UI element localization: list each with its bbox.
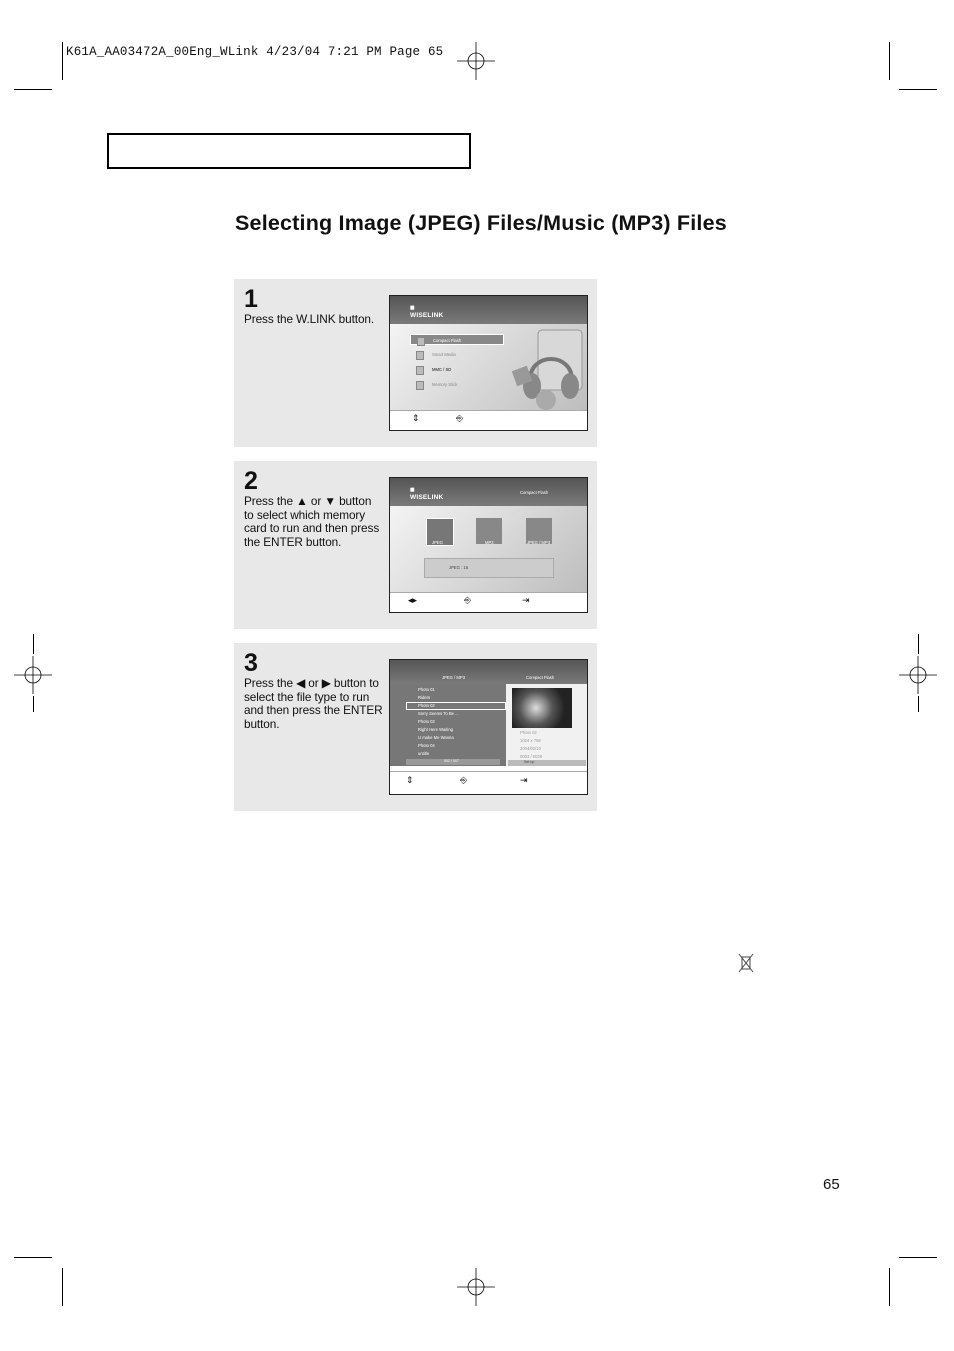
crop-mark [14, 89, 52, 90]
crop-mark [889, 42, 890, 80]
step-panel-3 [234, 643, 597, 811]
type-label: JPEG / MP3 [527, 540, 551, 545]
screen-header [390, 478, 587, 506]
screen-footer [390, 410, 587, 430]
crop-mark [33, 634, 34, 654]
memory-card-icon [417, 337, 425, 346]
step-instruction: Press the ◀ or ▶ button to select the file type to run and then press the ENTER button. [244, 676, 383, 732]
crop-mark [918, 696, 919, 712]
step-instruction: Press the W.LINK button. [244, 312, 375, 326]
memory-card-icon [416, 381, 424, 390]
info-count: JPEG : 16 [449, 565, 469, 570]
crop-mark [889, 1268, 890, 1306]
file-item[interactable]: Riders [418, 695, 431, 700]
screen-body [390, 324, 587, 412]
screen-header [390, 296, 587, 324]
mode-label: JPEG / MP3 [442, 675, 466, 680]
info-bar [424, 558, 554, 578]
enter-icon: ⎆ [456, 413, 464, 423]
crop-mark [899, 89, 937, 90]
crossed-bin-icon [738, 953, 754, 973]
crop-mark [33, 696, 34, 712]
file-list [390, 684, 506, 766]
screen-body [390, 506, 587, 594]
memory-card-icon [416, 366, 424, 375]
chapter-header-box [107, 133, 471, 169]
file-item[interactable]: U make Me Wanna [418, 735, 454, 740]
memory-card-icon [416, 351, 424, 360]
detail-date: 2004/02/10 [520, 746, 541, 751]
file-item-selected[interactable]: Photo 02 [418, 703, 435, 708]
location-label: Compact Flash [520, 490, 549, 495]
registration-mark-icon [899, 656, 937, 694]
menu-item-mmc-sd[interactable]: MMC / SD [410, 364, 504, 375]
enter-icon: ⎆ [460, 775, 468, 785]
menu-item-compact-flash[interactable]: Compact Flash [410, 334, 504, 345]
setup-label: Set up [524, 760, 535, 764]
screen-footer [390, 592, 587, 612]
page-number: 65 [823, 1176, 840, 1193]
selection-frame [406, 702, 506, 710]
crop-mark [918, 634, 919, 654]
step-number: 2 [244, 467, 258, 495]
step-panel-1 [234, 279, 597, 447]
file-item[interactable]: Sorry Seems To Be ... [418, 711, 459, 716]
preview-pane [506, 684, 588, 766]
step-instruction: Press the ▲ or ▼ button to select which memory card to run and then press the ENTER button. [244, 494, 380, 550]
print-slug: K61A_AA03472A_00Eng_WLink 4/23/04 7:21 PM Page 65 [66, 45, 444, 59]
registration-mark-icon [457, 1268, 495, 1306]
up-down-arrow-icon: ⇕ [412, 413, 420, 423]
menu-item-smart-media[interactable]: Smart Media [410, 349, 504, 360]
registration-mark-icon [14, 656, 52, 694]
screen-header [390, 660, 587, 684]
page-title: Selecting Image (JPEG) Files/Music (MP3) Files [235, 211, 727, 235]
exit-icon: ⇥ [522, 595, 530, 605]
crop-mark [899, 1257, 937, 1258]
pager-label: 002 / 007 [444, 759, 459, 763]
up-down-arrow-icon: ⇕ [406, 775, 414, 785]
location-label: Compact Flash [526, 675, 555, 680]
step-panel-2 [234, 461, 597, 629]
step-number: 1 [244, 285, 258, 313]
tv-screen-file-type [389, 477, 588, 613]
type-label: MP3 [485, 540, 494, 545]
crop-mark [14, 1257, 52, 1258]
registration-mark-icon [457, 42, 495, 80]
wiselink-logo: ▮▮ WISELINK [410, 494, 443, 501]
type-label: JPEG [432, 540, 443, 545]
detail-index: 0003 / 0026 [520, 754, 543, 759]
detail-resolution: 1024 x 768 [520, 738, 541, 743]
file-item[interactable]: Photo 04 [418, 743, 435, 748]
menu-item-memory-stick[interactable]: Memory Stick [410, 379, 504, 390]
setup-bar[interactable] [508, 760, 586, 766]
crop-mark [62, 1268, 63, 1306]
exit-icon: ⇥ [520, 775, 528, 785]
enter-icon: ⎆ [464, 595, 472, 605]
screen-footer [390, 771, 587, 794]
file-item[interactable]: untitle [418, 751, 430, 756]
pager-bar [406, 759, 500, 765]
file-item[interactable]: Photo 01 [418, 687, 435, 692]
left-right-arrow-icon: ◂▸ [408, 595, 418, 605]
tv-screen-file-list [389, 659, 588, 795]
crop-mark [62, 42, 63, 80]
headphones-graphic-icon [508, 328, 588, 412]
file-item[interactable]: Right Here Waiting [418, 727, 453, 732]
detail-name: Photo 02 [520, 730, 537, 735]
photo-thumbnail [512, 688, 572, 728]
file-item[interactable]: Photo 03 [418, 719, 435, 724]
wiselink-logo: ▮▮ WISELINK [410, 312, 443, 319]
step-number: 3 [244, 649, 258, 677]
tv-screen-source-menu [389, 295, 588, 431]
